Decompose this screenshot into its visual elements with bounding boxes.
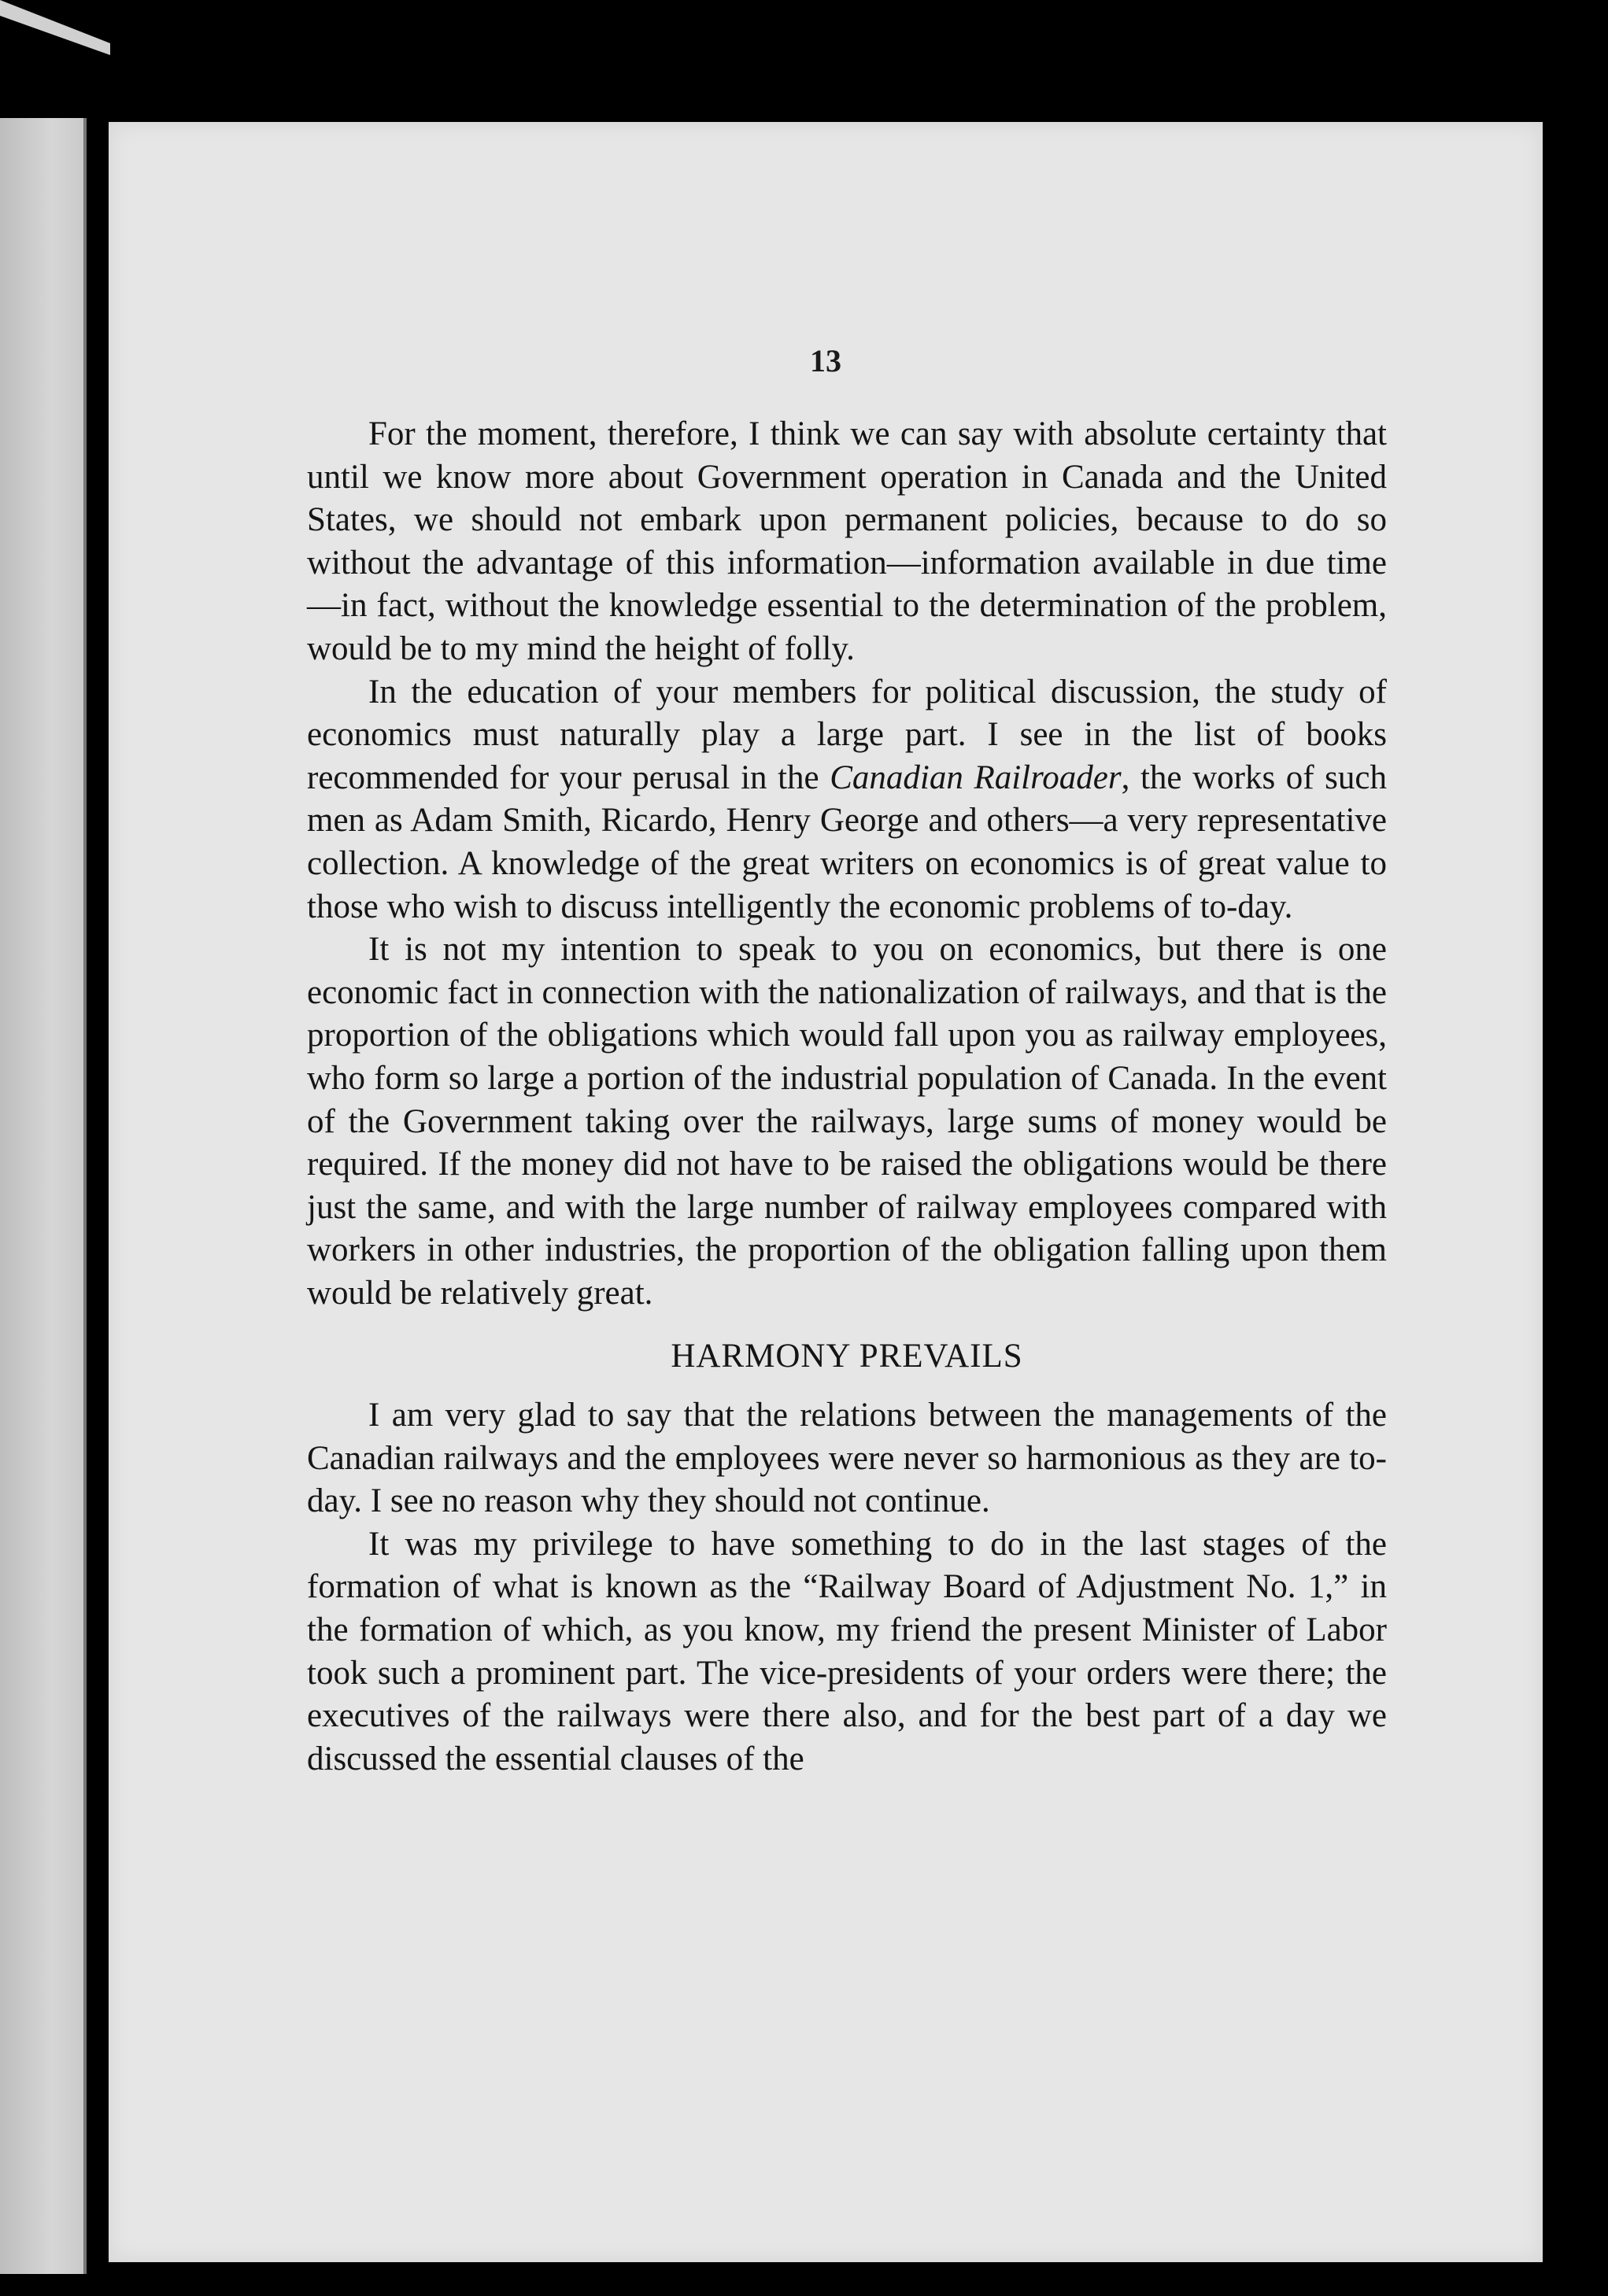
corner-mark [0, 0, 110, 71]
publication-title: Canadian Railroader [830, 759, 1122, 796]
section-heading: HARMONY PREVAILS [671, 1338, 1023, 1375]
paragraph-2-part-1: In the education of your members for political discussion, the study of economics must naturally play a large part. I see in the list of books recommended for your perusal in the [307, 673, 1387, 796]
page-number: 13 [810, 343, 841, 378]
paragraph-2-part-2: , the works of such men as Adam Smith, Ricardo, Henry George and others—a very representative collection. A knowledge of the great writers on economics is of great value to those who wish to discuss intelligently the economic problems of to-day. [307, 759, 1388, 925]
paragraph-2 [307, 671, 1387, 929]
paragraph-3: It is not my intention to speak to you on economics, but there is one economic fact in connection with the nationalization of railways, and that is the proportion of the obligations which would fall upon you as railway employees, who form so large a portion of the industrial population of Canada. In the event of the Government taking over the railways, large sums of money would be required. If the money did not have to be raised the obligations would be there just the same, and with the large number of railway employees compared with workers in other industries, the proportion of the obligation falling upon them would be relatively great. [307, 931, 1387, 1312]
paragraph-5: It was my privilege to have something to do in the last stages of the formation of what is known as the “Railway Board of Adjustment No. 1,” in the formation of which, as you know, my friend the present Minister of Labor took such a prominent part. The vice-presidents of your orders were there; the executives of the railways were there also, and for the best part of a day we discussed the essential clauses of the [307, 1525, 1387, 1777]
paragraph-1: For the moment, therefore, I think we can say with absolute certainty that until we know more about Government operation in Canada and the United States, we should not embark upon permanent policies, because to do so without the advantage of this information—information available in due time—in fact, without the knowledge essential to the determination of the problem, would be to my mind the height of folly. [307, 415, 1387, 667]
document-page [109, 122, 1543, 2262]
left-page-edge [0, 118, 87, 2274]
paragraph-4: I am very glad to say that the relations between the managements of the Canadian railways and the employees were never so harmonious as they are to-day. I see no reason why they should not continue. [307, 1397, 1387, 1520]
body-text [307, 413, 1387, 1781]
